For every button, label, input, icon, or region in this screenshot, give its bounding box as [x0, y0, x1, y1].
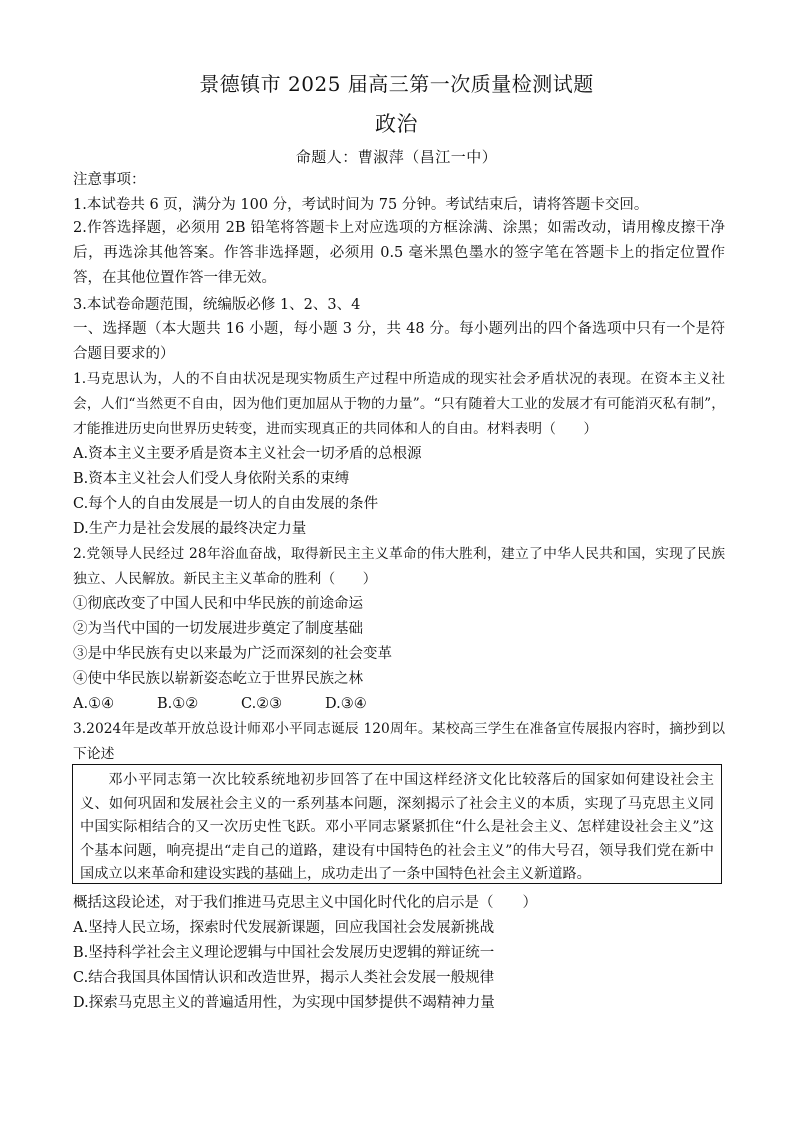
notice-item-2: 2.作答选择题，必须用 2B 铅笔将答题卡上对应选项的方框涂满、涂黑；如需改动，请用橡皮擦干净后，再选涂其他答案。作答非选择题，必须用 0.5 毫米黑色墨水的签字笔在答题卡上的指定位置作答，在其他位置作答一律无效。	[73, 220, 725, 286]
subject-title: 政治	[375, 112, 418, 136]
q2-statement-4: ④使中华民族以崭新姿态屹立于世界民族之林	[73, 671, 363, 687]
author-line: 命题人：曹淑萍（昌江一中）	[295, 148, 498, 166]
q3-question: 概括这段论述，对于我们推进马克思主义中国化时代化的启示是（ ）	[73, 895, 537, 911]
q3-option-b: B.坚持科学社会主义理论逻辑与中国社会发展历史逻辑的辩证统一	[73, 945, 495, 961]
notice-item-3: 3.本试卷命题范围，统编版必修 1、2、3、4	[73, 297, 361, 313]
notice-heading: 注意事项：	[73, 172, 146, 188]
quote-text: 邓小平同志第一次比较系统地初步回答了在中国这样经济文化比较落后的国家如何建设社会主义、如何巩固和发展社会主义的一系列基本问题，深刻揭示了社会主义的本质，实现了马克思主义同中国实际相结合的又一次历史性飞跃。邓小平同志紧紧抓住“什么是社会主义、怎样建设社会主义”这个基本问题，响亮提出“走自己的道路，建设有中国特色的社会主义”的伟大号召，领导我们党在新中国成立以来革命和建设实践的基础上，成功走出了一条中国特色社会主义新道路。	[80, 772, 714, 882]
quote-box	[72, 764, 722, 884]
section-heading: 一、选择题（本大题共 16 小题，每小题 3 分，共 48 分。每小题列出的四个备选项中只有一个是符合题目要求的）	[73, 321, 725, 362]
q1-option-d: D.生产力是社会发展的最终决定力量	[73, 521, 307, 537]
q2-stem: 2.党领导人民经过 28年浴血奋战，取得新民主主义革命的伟大胜利，建立了中华人民共和国，实现了民族独立、人民解放。新民主主义革命的胜利（ ）	[73, 546, 725, 587]
q2-statement-2: ②为当代中国的一切发展进步奠定了制度基础	[73, 621, 363, 637]
notice-item-1: 1.本试卷共 6 页，满分为 100 分，考试时间为 75 分钟。考试结束后，请将答题卡交回。	[73, 197, 649, 213]
q2-options	[73, 692, 733, 716]
exam-title: 景德镇市 2025 届高三第一次质量检测试题	[199, 72, 594, 96]
q1-stem: 1.马克思认为，人的不自由状况是现实物质生产过程中所造成的现实社会矛盾状况的表现。在资本主义社会，人们“当然更不自由，因为他们更加屈从于物的力量”。“只有随着大工业的发展才有可能消灭私有制”，才能推进历史向世界历史转变，进而实现真正的共同体和人的自由。材料表明（ ）	[73, 371, 725, 437]
q3-option-c: C.结合我国具体国情认识和改造世界，揭示人类社会发展一般规律	[73, 970, 495, 986]
q2-option-d: D.③④	[325, 696, 367, 712]
q2-statement-3: ③是中华民族有史以来最为广泛而深刻的社会变革	[73, 646, 392, 662]
q1-option-c: C.每个人的自由发展是一切人的自由发展的条件	[73, 496, 379, 512]
q3-stem: 3.2024年是改革开放总设计师邓小平同志诞辰 120周年。某校高三学生在准备宣传展报内容时，摘抄到以下论述	[73, 721, 725, 762]
q1-option-a: A.资本主义主要矛盾是资本主义社会一切矛盾的总根源	[73, 446, 422, 462]
q3-option-a: A.坚持人民立场，探索时代发展新课题，回应我国社会发展新挑战	[73, 920, 495, 936]
q2-statement-1: ①彻底改变了中国人民和中华民族的前途命运	[73, 596, 363, 612]
q3-option-d: D.探索马克思主义的普遍适用性，为实现中国梦提供不竭精神力量	[73, 995, 495, 1011]
q1-option-b: B.资本主义社会人们受人身依附关系的束缚	[73, 471, 350, 487]
q2-option-a: A.①④	[73, 696, 115, 712]
q2-option-c: C.②③	[241, 696, 283, 712]
q2-option-b: B.①②	[157, 696, 199, 712]
